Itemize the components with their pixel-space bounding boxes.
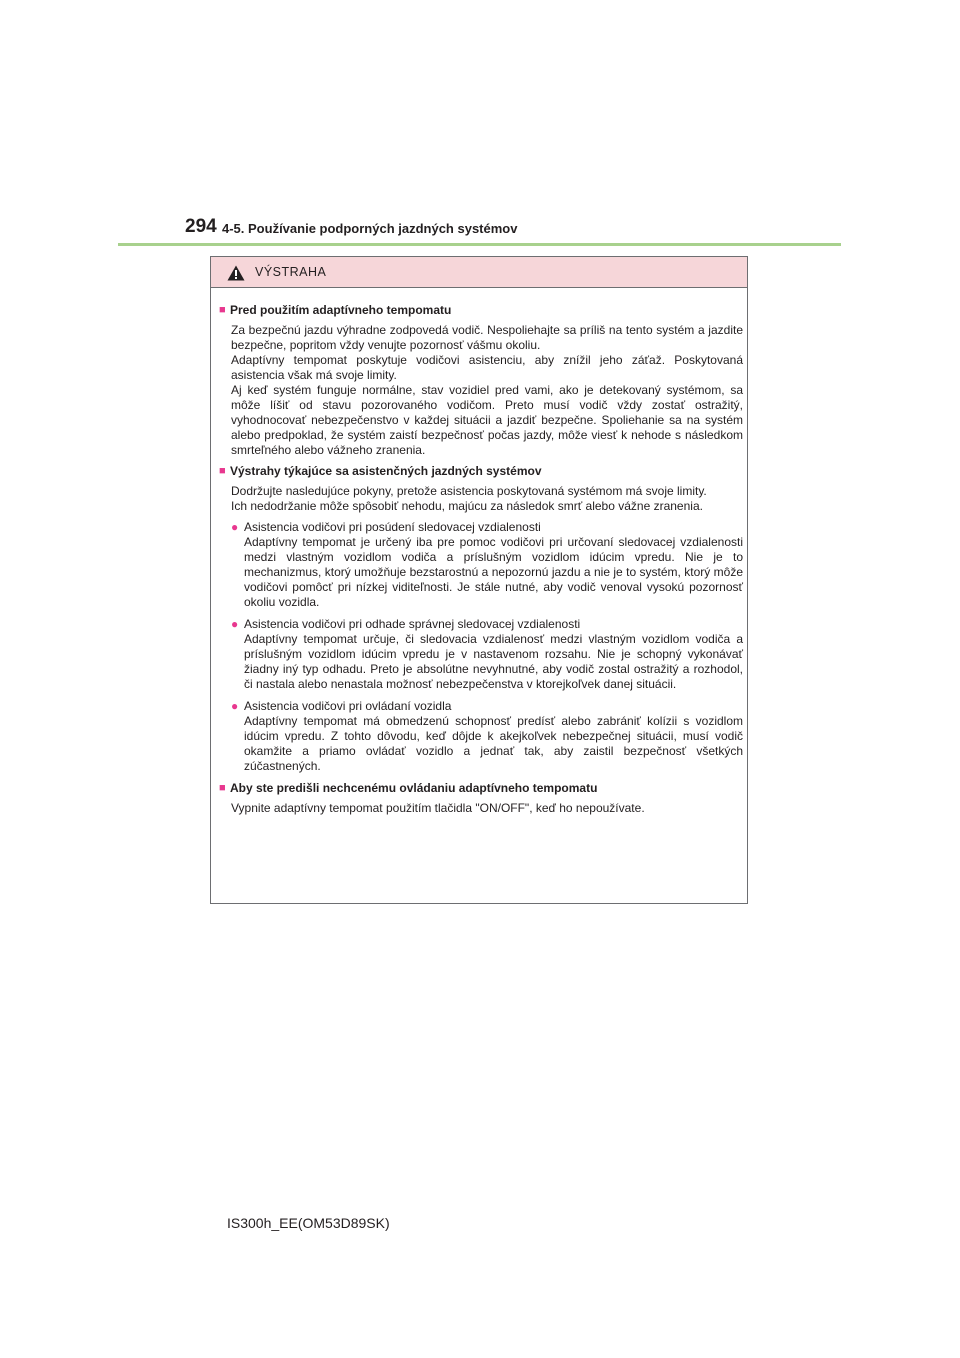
bullet-text: Adaptívny tempomat určuje, či sledovacia vzdialenosť medzi vlastným vozidlom vodiča a príslušným vozidlom idúcim vpredu je v nastavenom rozsahu. Nie je schopný vykonávať žiadny iný typ odhadu. Preto je absolútne nevyhnutné, aby vodič zostal ostražitý a rozhodol, či nastala alebo nenastala možnosť nebezpečenstva v ktorejkoľvek danej situácii. (244, 632, 743, 691)
section-heading: ■ Aby ste predišli nechcenému ovládaniu adaptívneho tempomatu (219, 781, 598, 795)
paragraph-block (231, 801, 743, 816)
bullet-item (231, 699, 743, 774)
paragraph: Aj keď systém funguje normálne, stav vozidiel pred vami, ako je detekovaný systémom, sa môže líšiť od stavu pozorovaného vodičom. Preto musí vodič vždy zostať ostražitý, vyhodnocovať nebezpečenstvo v každej situácii a jazdiť bezpečne. Spoliehanie sa na systém alebo predpoklad, že systém zaistí bezpečnosť počas jazdy, môže viesť k nehode s následkom smrteľného alebo vážneho zranenia. (231, 383, 743, 457)
square-bullet-icon: ■ (219, 465, 226, 477)
paragraph: Dodržujte nasledujúce pokyny, pretože asistencia poskytovaná systémom má svoje limity. (231, 484, 707, 498)
warning-triangle-icon (227, 265, 245, 281)
section-title: 4-5. Používanie podporných jazdných systémov (222, 221, 518, 236)
warning-header (211, 257, 747, 288)
section-heading: ■ Pred použitím adaptívneho tempomatu (219, 303, 452, 317)
paragraph: Ich nedodržanie môže spôsobiť nehodu, majúcu za následok smrť alebo vážne zranenia. (231, 499, 703, 513)
paragraph-block (231, 484, 743, 514)
circle-bullet-icon: ● (231, 699, 239, 713)
paragraph: Za bezpečnú jazdu výhradne zodpovedá vodič. Nespoliehajte sa príliš na tento systém a jazdite bezpečne, popritom vždy venujte pozornosť vášmu okoliu. (231, 323, 743, 352)
model-code: IS300h_EE(OM53D89SK) (227, 1215, 390, 1231)
page-number: 294 (185, 216, 217, 237)
header-divider (118, 243, 841, 246)
warning-content (219, 303, 743, 822)
warning-title: VÝSTRAHA (255, 265, 327, 279)
circle-bullet-icon: ● (231, 617, 239, 631)
bullet-title: Asistencia vodičovi pri posúdení sledovacej vzdialenosti (244, 520, 541, 534)
bullet-item (231, 617, 743, 692)
paragraph: Adaptívny tempomat poskytuje vodičovi asistenciu, aby znížil jeho záťaž. Poskytovaná asistencia však má svoje limity. (231, 353, 743, 382)
paragraph-block (231, 323, 743, 458)
square-bullet-icon: ■ (219, 782, 226, 794)
square-bullet-icon: ■ (219, 304, 226, 316)
paragraph: Vypnite adaptívny tempomat použitím tlačidla "ON/OFF", keď ho nepoužívate. (231, 801, 645, 815)
bullet-title: Asistencia vodičovi pri ovládaní vozidla (244, 699, 452, 713)
bullet-item (231, 520, 743, 610)
circle-bullet-icon: ● (231, 520, 239, 534)
bullet-text: Adaptívny tempomat má obmedzenú schopnosť predísť alebo zabrániť kolízii s vozidlom idúcim vpredu. Z tohto dôvodu, keď dôjde k akejkoľvek nebezpečnej situácii, musí vodič okamžite a priamo ovládať vozidlo a jednať tak, aby zaistil bezpečnosť všetkých zúčastnených. (244, 714, 743, 773)
bullet-text: Adaptívny tempomat je určený iba pre pomoc vodičovi pri určovaní sledovacej vzdialenosti medzi vlastným vozidlom vodiča a príslušným vozidlom idúcim vpredu. Nie je to mechanizmus, ktorý umožňuje bezstarostnú a nepozornú jazdu a nie je to systém, ktorý môže vodičovi pomôcť pri nízkej viditeľnosti. Je stále nutné, aby vodič venoval vysokú pozornosť okoliu vozidla. (244, 535, 743, 609)
bullet-title: Asistencia vodičovi pri odhade správnej sledovacej vzdialenosti (244, 617, 581, 631)
section-heading: ■ Výstrahy týkajúce sa asistenčných jazdných systémov (219, 464, 542, 478)
warning-box (210, 256, 748, 904)
